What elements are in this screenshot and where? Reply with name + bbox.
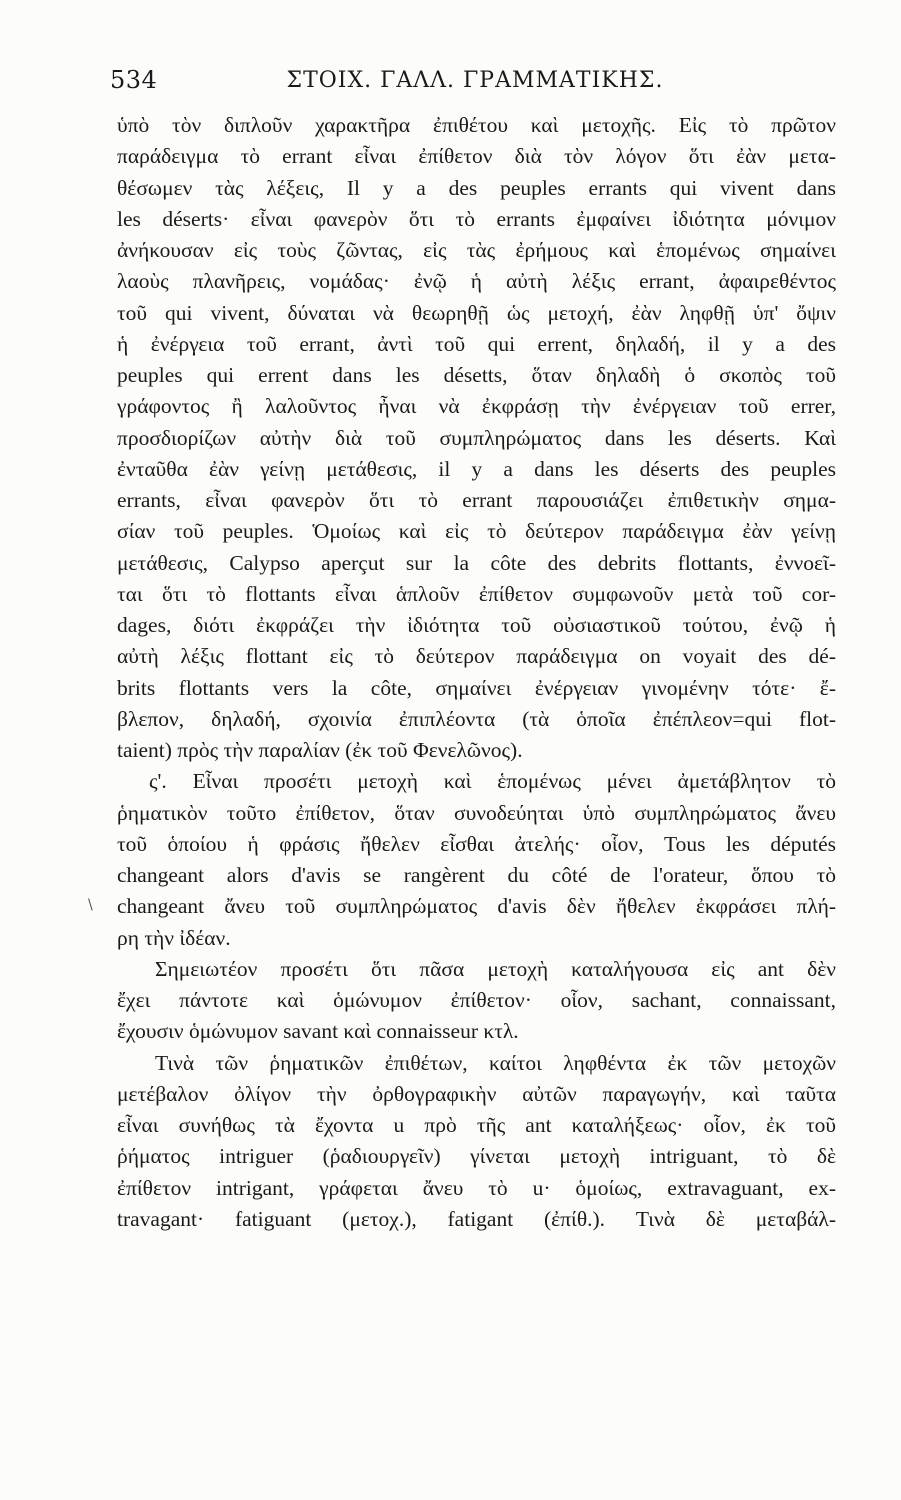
text-line: προσδιορίζων αὐτὴν διὰ τοῦ συμπληρώματος dans les déserts. Καὶ — [117, 425, 836, 450]
text-line: travagant· fatiguant (μετοχ.), fatigant (ἐπίθ.). Τινὰ δὲ μεταβάλ- — [117, 1206, 836, 1231]
text-line: βλεπον, δηλαδή, σχοινία ἐπιπλέοντα (τὰ ὁποῖα ἐπέπλεον=qui flot- — [117, 706, 836, 731]
text-line: ς'. Εἶναι προσέτι μετοχὴ καὶ ἑπομένως μένει ἀμετάβλητον τὸ — [149, 769, 836, 794]
text-line: les déserts· εἶναι φανερὸν ὅτι τὸ errants ἐμφαίνει ἰδιότητα μόνιμον — [117, 206, 836, 231]
text-line: λαοὺς πλανῆρεις, νομάδας· ἐνῷ ἡ αὐτὴ λέξις errant, ἀφαιρεθέντος — [117, 269, 836, 294]
text-line: ἡ ἐνέργεια τοῦ errant, ἀντὶ τοῦ qui errent, δηλαδή, il y a des — [117, 331, 836, 356]
text-line: μετάθεσις, Calypso aperçut sur la côte des debrits flottants, ἐννοεῖ- — [117, 550, 836, 575]
text-line: αὐτὴ λέξις flottant εἰς τὸ δεύτερον παράδειγμα on voyait des dé- — [117, 644, 836, 669]
text-line: dages, διότι ἐκφράζει τὴν ἰδιότητα τοῦ οὐσιαστικοῦ τούτου, ἐνῷ ἡ — [117, 613, 836, 637]
text-line: ἐνταῦθα ἐὰν γείνῃ μετάθεσις, il y a dans les déserts des peuples — [117, 456, 836, 481]
text-line: τοῦ qui vivent, δύναται νὰ θεωρηθῇ ὡς μετοχή, ἐὰν ληφθῇ ὑπ' ὄψιν — [117, 300, 836, 325]
text-line: changeant ἄνευ τοῦ συμπληρώματος d'avis δὲν ἤθελεν ἐκφράσει πλή- — [117, 894, 836, 919]
page-header — [110, 66, 840, 106]
text-line: ἔχουσιν ὁμώνυμον savant καὶ connaisseur κτλ. — [117, 1019, 519, 1044]
text-line: γράφοντος ἢ λαλοῦντος ἦναι νὰ ἐκφράσῃ τὴν ἐνέργειαν τοῦ errer, — [117, 394, 836, 419]
text-line: peuples qui errent dans les désetts, ὅταν δηλαδὴ ὁ σκοπὸς τοῦ — [117, 363, 836, 387]
text-line: σίαν τοῦ peuples. Ὁμοίως καὶ εἰς τὸ δεύτερον παράδειγμα ἐὰν γείνῃ — [117, 519, 836, 544]
text-line: taient) πρὸς τὴν παραλίαν (ἐκ τοῦ Φενελῶνος). — [117, 738, 523, 762]
text-line: παράδειγμα τὸ errant εἶναι ἐπίθετον διὰ τὸν λόγον ὅτι ἐὰν μετα- — [117, 144, 836, 169]
text-line: εἶναι συνήθως τὰ ἔχοντα u πρὸ τῆς ant καταλήξεως· οἷον, ἐκ τοῦ — [117, 1113, 836, 1137]
text-line: ὑπὸ τὸν διπλοῦν χαρακτῆρα ἐπιθέτου καὶ μετοχῆς. Εἰς τὸ πρῶτον — [117, 113, 836, 137]
text-line: θέσωμεν τὰς λέξεις, Il y a des peuples errants qui vivent dans — [117, 175, 836, 200]
text-line: ῥήματος intriguer (ῥαδιουργεῖν) γίνεται μετοχὴ intriguant, τὸ δὲ — [117, 1144, 836, 1169]
text-line: changeant alors d'avis se rangèrent du côté de l'orateur, ὅπου τὸ — [117, 863, 836, 887]
text-line: τοῦ ὁποίου ἡ φράσις ἤθελεν εἶσθαι ἀτελής· οἷον, Tous les députés — [117, 831, 836, 856]
running-head: ΣΤΟΙΧ. ΓΑΛΛ. ΓΡΑΜΜΑΤΙΚΗΣ. — [286, 68, 664, 93]
text-line: Τινὰ τῶν ῥηματικῶν ἐπιθέτων, καίτοι ληφθέντα ἐκ τῶν μετοχῶν — [155, 1050, 836, 1075]
text-line: ρη τὴν ἰδέαν. — [117, 925, 231, 950]
text-line: ται ὅτι τὸ flottants εἶναι ἁπλοῦν ἐπίθετον συμφωνοῦν μετὰ τοῦ cor- — [117, 581, 836, 606]
text-line: ἔχει πάντοτε καὶ ὁμώνυμον ἐπίθετον· οἷον, sachant, connaissant, — [117, 988, 836, 1012]
text-line: μετέβαλον ὀλίγον τὴν ὀρθογραφικὴν αὐτῶν παραγωγήν, καὶ ταῦτα — [117, 1081, 836, 1106]
text-line: Σημειωτέον προσέτι ὅτι πᾶσα μετοχὴ καταλήγουσα εἰς ant δὲν — [155, 956, 836, 981]
text-line: errants, εἶναι φανερὸν ὅτι τὸ errant παρουσιάζει ἐπιθετικὴν σημα- — [117, 488, 836, 512]
text-line: ῥηματικὸν τοῦτο ἐπίθετον, ὅταν συνοδεύηται ὑπὸ συμπληρώματος ἄνευ — [117, 800, 836, 825]
text-line: brits flottants vers la côte, σημαίνει ἐνέργειαν γινομένην τότε· ἔ- — [117, 675, 836, 700]
text-line: ἀνήκουσαν εἰς τοὺς ζῶντας, εἰς τὰς ἐρήμους καὶ ἑπομένως σημαίνει — [117, 238, 836, 262]
margin-mark: \ — [88, 897, 93, 913]
body-text — [117, 110, 836, 1235]
text-line: ἐπίθετον intrigant, γράφεται ἄνευ τὸ u· ὁμοίως, extravaguant, ex- — [117, 1175, 836, 1200]
page-number: 534 — [110, 66, 158, 94]
